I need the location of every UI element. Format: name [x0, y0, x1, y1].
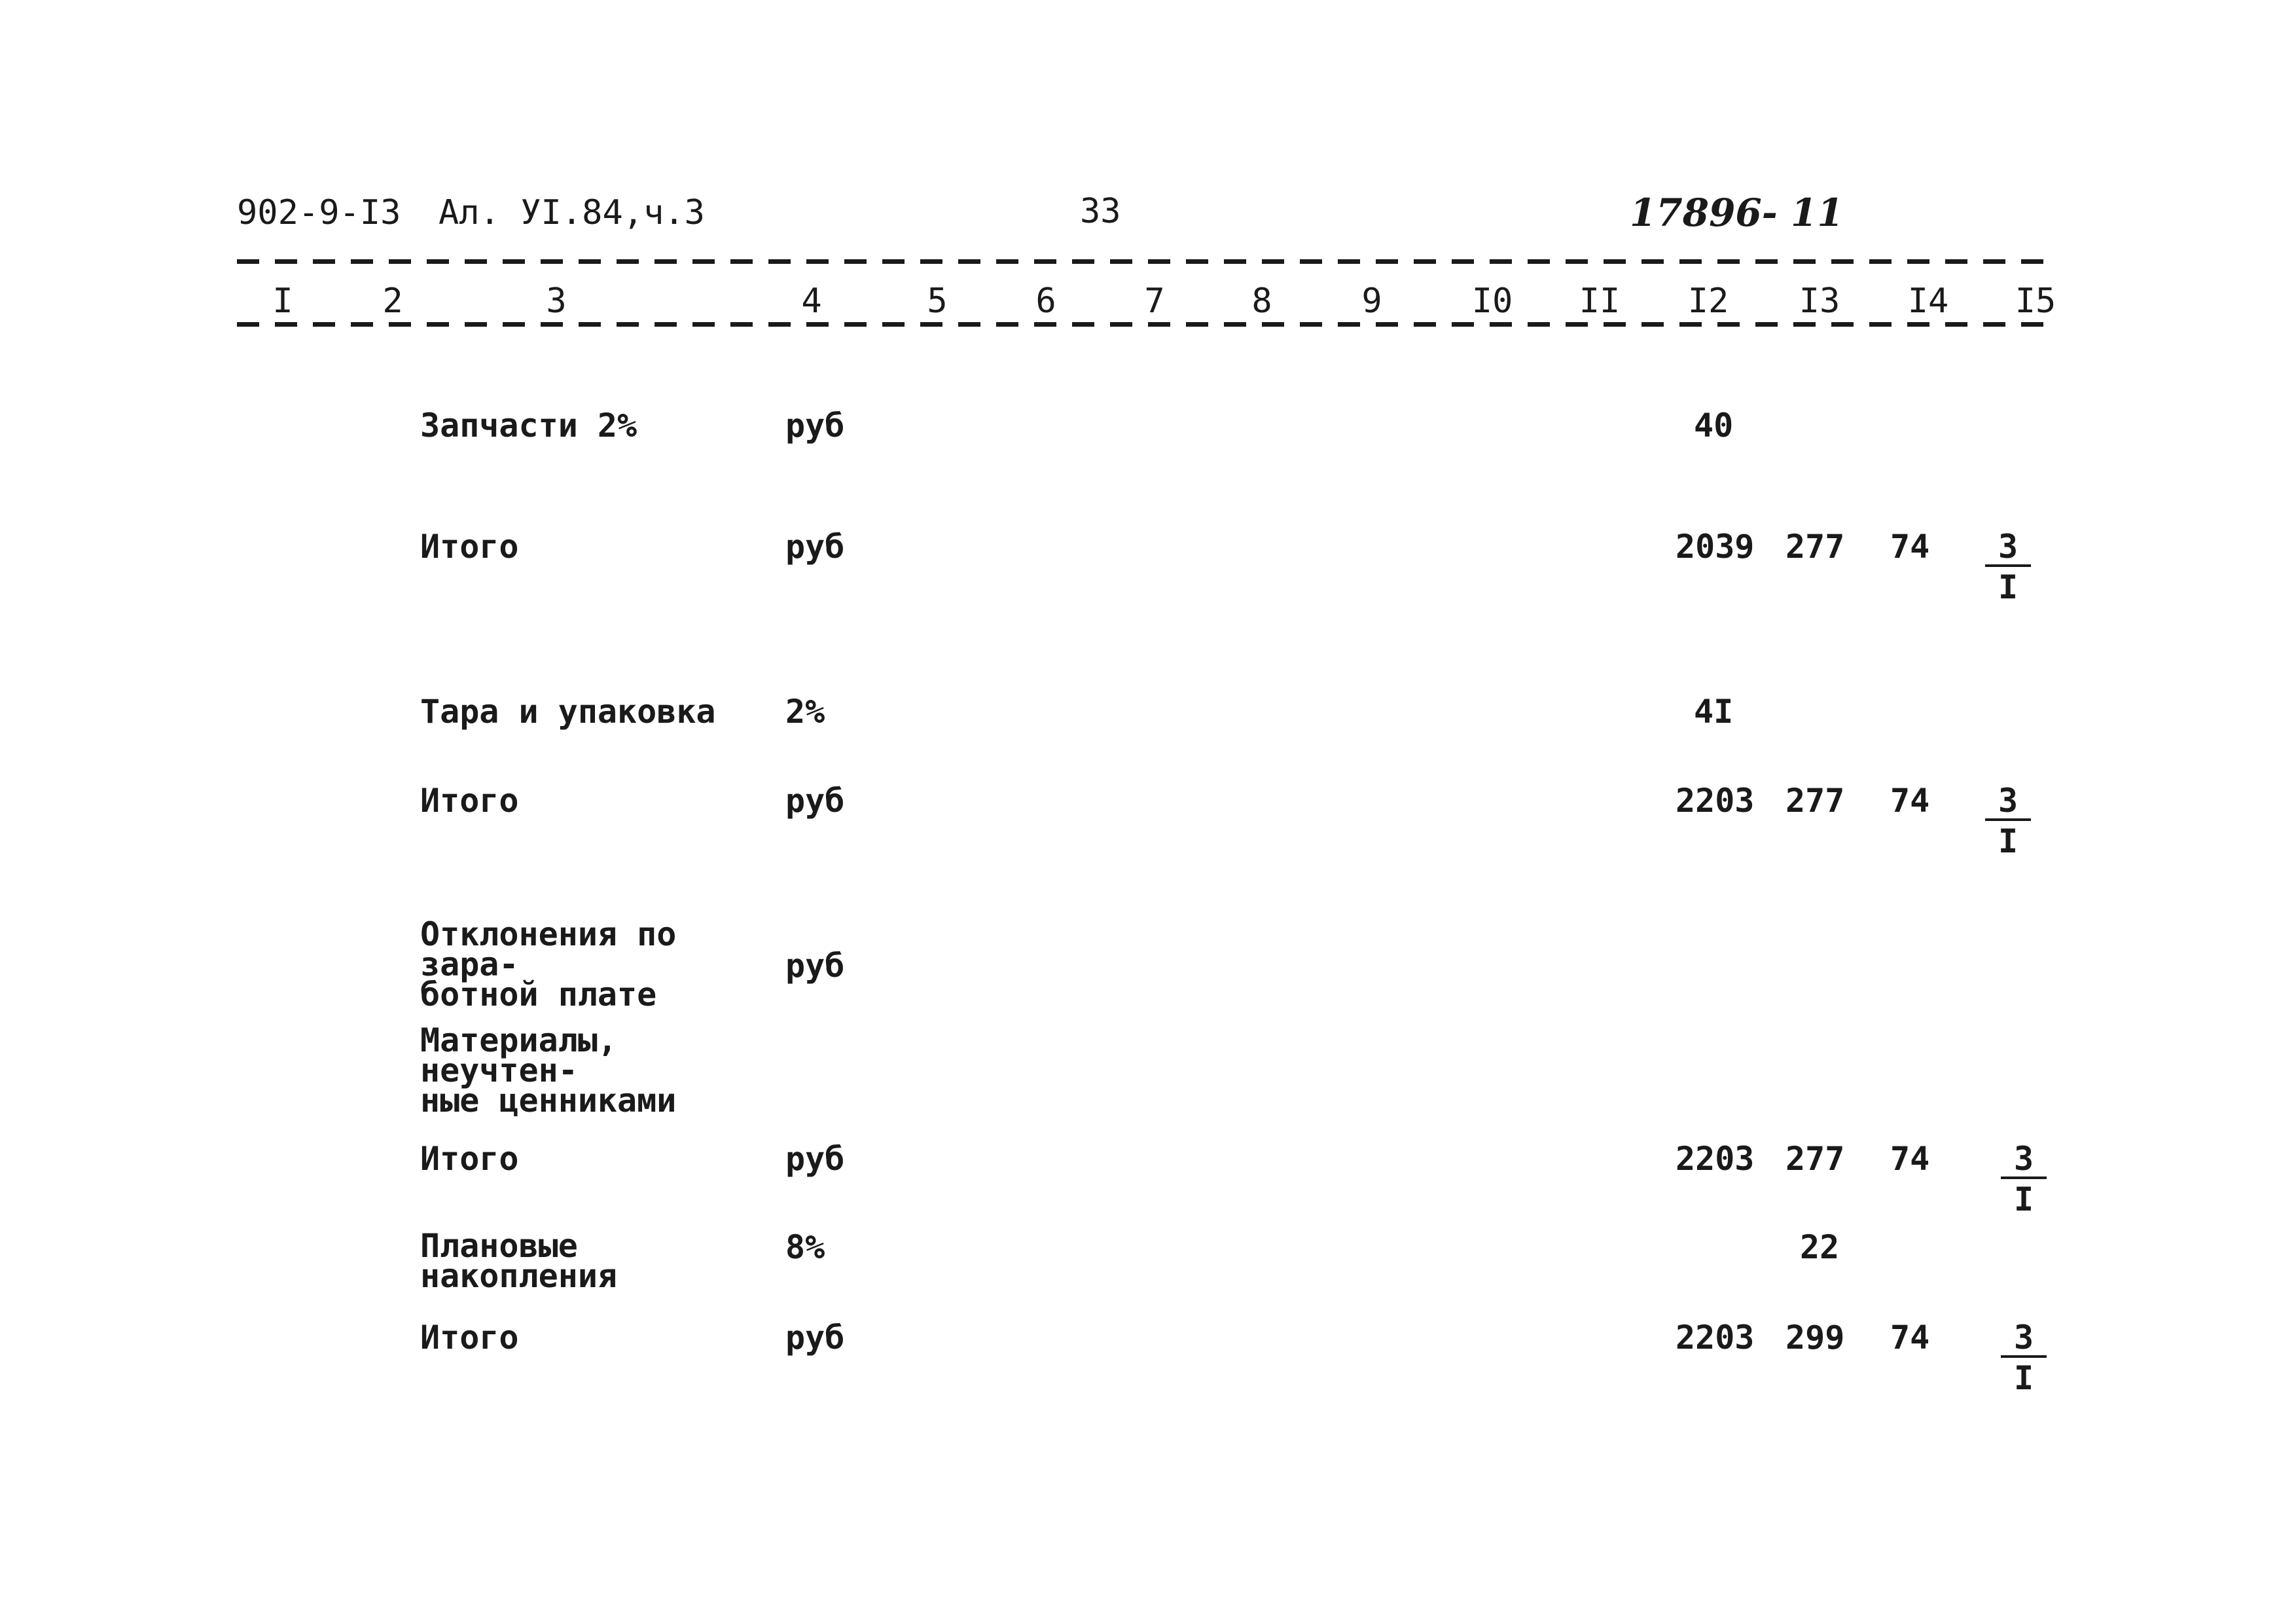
cell-col-12: 2203	[1676, 1319, 1755, 1357]
column-number: I3	[1799, 282, 1840, 321]
column-number: 5	[927, 282, 948, 321]
cell-col-14: 74	[1890, 528, 1930, 566]
column-number: 8	[1251, 282, 1272, 321]
fraction-denominator: I	[1998, 568, 2018, 606]
row-name: Плановые накопления	[420, 1227, 618, 1295]
row-name: Материалы, неучтен- ные ценниками	[420, 1021, 677, 1120]
column-dashed-rule	[237, 322, 2059, 327]
row-name: Отклонения по зара- ботной плате	[420, 915, 677, 1013]
fraction-denominator: I	[1998, 822, 2018, 860]
row-unit: руб	[785, 947, 845, 985]
fraction-denominator: I	[2013, 1359, 2034, 1397]
column-number: 3	[546, 282, 567, 321]
cell-col-15-fraction	[1985, 530, 2031, 604]
document-code: 902-9-I3	[237, 193, 401, 232]
row-name: Итого	[420, 1319, 519, 1357]
row-unit: руб	[785, 782, 845, 820]
cell-col-12: 4I	[1694, 693, 1734, 731]
cell-col-14: 74	[1890, 782, 1930, 820]
column-number: 9	[1361, 282, 1382, 321]
row-unit: руб	[785, 528, 845, 566]
cell-col-13: 22	[1800, 1228, 1840, 1266]
column-number: I	[272, 282, 293, 321]
row-unit: 2%	[785, 693, 825, 731]
album-reference: Ал. УI.84,ч.3	[439, 193, 705, 232]
row-unit: руб	[785, 1319, 845, 1357]
row-name: Тара и упаковка	[420, 693, 716, 731]
column-number: II	[1579, 282, 1621, 321]
column-number: 2	[382, 282, 403, 321]
column-number: I5	[2015, 282, 2056, 321]
cell-col-12: 2203	[1676, 1140, 1755, 1178]
page-number: 33	[1080, 192, 1121, 231]
row-name: Итого	[420, 528, 519, 566]
column-number: I0	[1471, 282, 1513, 321]
column-number: 7	[1144, 282, 1165, 321]
row-unit: руб	[785, 407, 845, 445]
row-name: Запчасти 2%	[420, 407, 637, 445]
cell-col-13: 277	[1785, 782, 1845, 820]
column-number: I2	[1687, 282, 1729, 321]
row-unit: 8%	[785, 1228, 825, 1266]
row-unit: руб	[785, 1140, 845, 1178]
cell-col-15-fraction	[2001, 1321, 2047, 1395]
fraction-numerator: 3	[1985, 530, 2031, 567]
fraction-numerator: 3	[1985, 784, 2031, 821]
cell-col-12: 2203	[1676, 782, 1755, 820]
column-number: I4	[1907, 282, 1949, 321]
cell-col-13: 277	[1785, 528, 1845, 566]
cell-col-13: 277	[1785, 1140, 1845, 1178]
fraction-numerator: 3	[2001, 1321, 2047, 1358]
cell-col-12: 40	[1694, 407, 1734, 445]
header-dashed-rule	[237, 259, 2059, 264]
fraction-denominator: I	[2013, 1180, 2034, 1218]
cell-col-14: 74	[1890, 1140, 1930, 1178]
handwritten-registration-number: 17896- 11	[1630, 191, 1844, 235]
cell-col-15-fraction	[2001, 1142, 2047, 1216]
column-number: 6	[1035, 282, 1056, 321]
row-name: Итого	[420, 1140, 519, 1178]
cell-col-12: 2039	[1676, 528, 1755, 566]
cell-col-15-fraction	[1985, 784, 2031, 858]
row-name: Итого	[420, 782, 519, 820]
cell-col-13: 299	[1785, 1319, 1845, 1357]
cell-col-14: 74	[1890, 1319, 1930, 1357]
fraction-numerator: 3	[2001, 1142, 2047, 1179]
column-number: 4	[801, 282, 822, 321]
